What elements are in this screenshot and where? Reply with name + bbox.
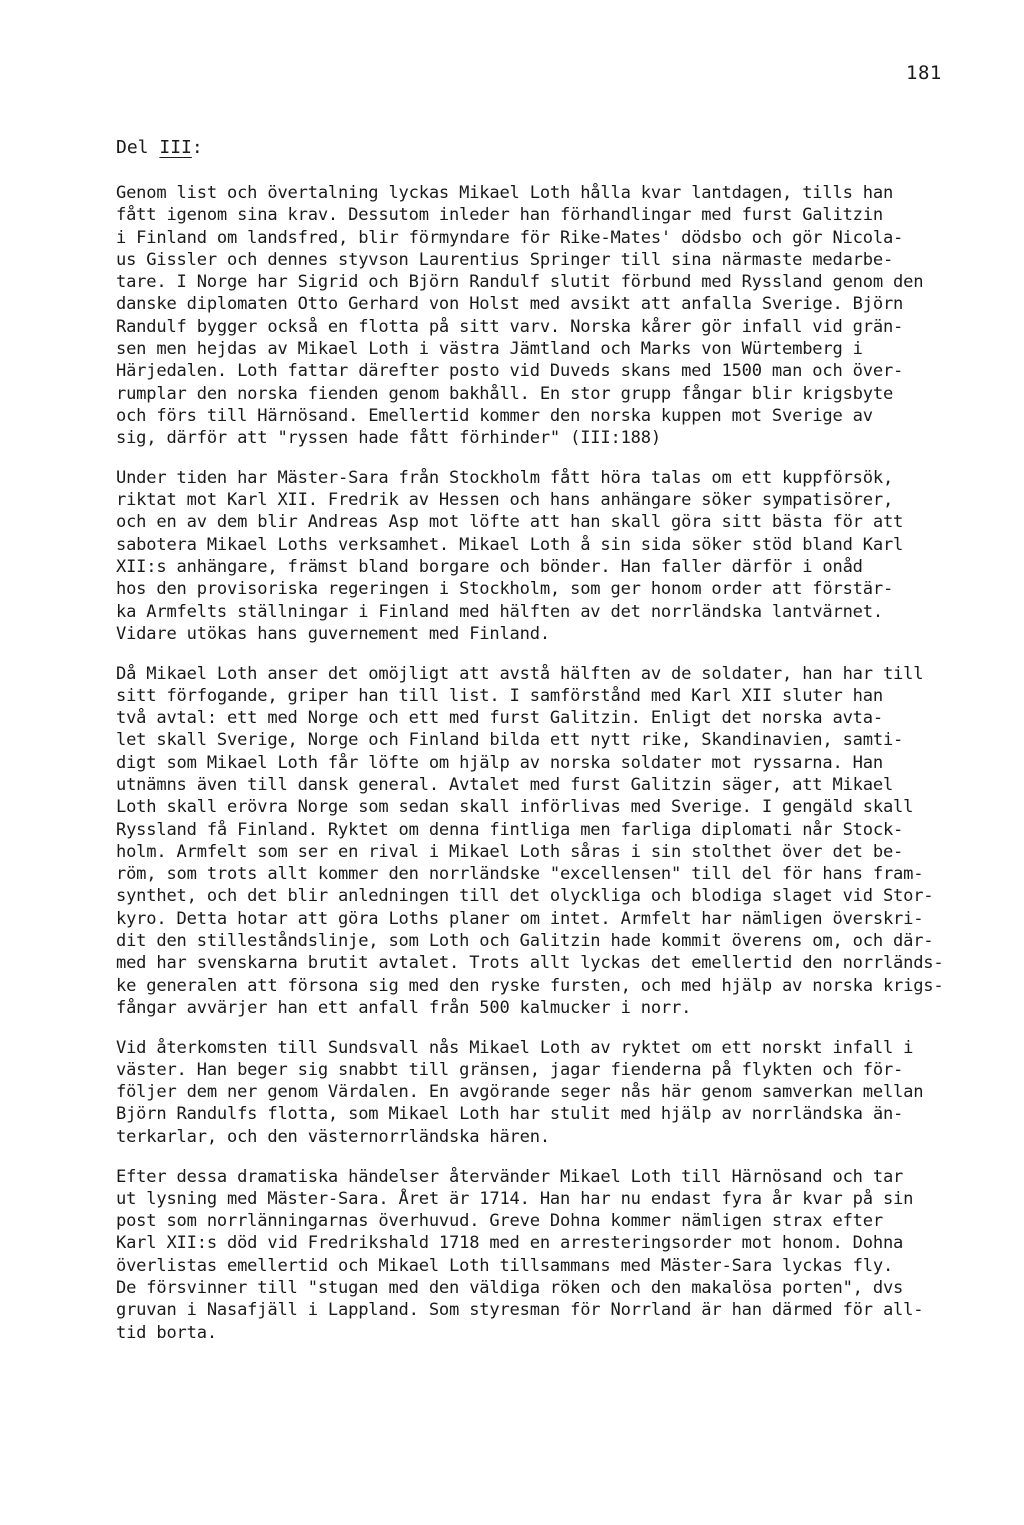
text-line: Björn Randulfs flotta, som Mikael Loth har stulit med hjälp av norrländska än- [116,1104,904,1125]
text-line: XII:s anhängare, främst bland borgare och bönder. Han faller därför i onåd [116,557,863,577]
text-line: fångar avvärjer han ett anfall från 500 kalmucker i norr. [116,997,692,1018]
text-line: ut lysning med Mäster-Sara. Året är 1714. Han har nu endast fyra år kvar på sin [116,1188,914,1209]
text-line: tid borta. [116,1322,217,1343]
body-text [116,182,1016,1361]
text-line: Karl XII:s död vid Fredrikshald 1718 med en arresteringsorder mot honom. Dohna [116,1233,904,1254]
text-line: Då Mikael Loth anser det omöjligt att avstå hälften av de soldater, han har till [116,663,924,684]
text-line: let skall Sverige, Norge och Finland bilda ett nytt rike, Skandinavien, samti- [116,730,904,751]
text-line: med har svenskarna brutit avtalet. Trots allt lyckas det emellertid den norrländs- [116,953,944,974]
text-line: följer dem ner genom Värdalen. En avgörande seger nås här genom samverkan mellan [116,1082,924,1103]
text-line: Loth skall erövra Norge som sedan skall införlivas med Sverige. I gengäld skall [116,797,914,818]
text-line: riktat mot Karl XII. Fredrik av Hessen och hans anhängare söker sympatisörer, [116,490,894,511]
text-line: Vid återkomsten till Sundsvall nås Mikael Loth av ryktet om ett norskt infall i [116,1037,914,1058]
section-heading-numeral: III [159,137,192,158]
text-line: sabotera Mikael Loths verksamhet. Mikael Loth å sin sida söker stöd bland Karl [116,534,904,555]
text-line: i Finland om landsfred, blir förmyndare för Rike-Mates' dödsbo och gör Nicola- [116,227,904,248]
paragraph [116,467,1016,645]
text-line: hos den provisoriska regeringen i Stockholm, som ger honom order att förstär- [116,579,894,600]
text-line: danske diplomaten Otto Gerhard von Holst med avsikt att anfalla Sverige. Björn [116,294,904,315]
text-line: digt som Mikael Loth får löfte om hjälp av norska soldater mot ryssarna. Han [116,752,883,773]
text-line: De försvinner till "stugan med den väldiga röken och den makalösa porten", dvs [116,1277,904,1298]
text-line: ka Armfelts ställningar i Finland med hälften av det norrländska lantvärnet. [116,601,883,622]
text-line: us Gissler och dennes styvson Laurentius Springer till sina närmaste medarbe- [116,249,894,270]
text-line: utnämns även till dansk general. Avtalet med furst Galitzin säger, att Mikael [116,775,894,796]
text-line: röm, som trots allt kommer den norrländske "excellensen" till del för hans fram- [116,864,924,885]
text-line: och en av dem blir Andreas Asp mot löfte att han skall göra sitt bästa för att [116,512,904,533]
text-line: överlistas emellertid och Mikael Loth tillsammans med Mäster-Sara lyckas fly. [116,1255,894,1276]
text-line: Härjedalen. Loth fattar därefter posto vid Duveds skans med 1500 man och över- [116,361,904,382]
text-line: kyro. Detta hotar att göra Loths planer om intet. Armfelt har nämligen överskri- [116,908,924,929]
text-line: dit den stilleståndslinje, som Loth och Galitzin hade kommit överens om, och där- [116,931,934,951]
page-number: 181 [906,62,942,84]
text-line: rumplar den norska fienden genom bakhåll. En stor grupp fångar blir krigsbyte [116,383,894,404]
text-line: gruvan i Nasafjäll i Lappland. Som styresman för Norrland är han därmed för all- [116,1300,924,1321]
text-line: Efter dessa dramatiska händelser återvänder Mikael Loth till Härnösand och tar [116,1166,904,1187]
text-line: Vidare utökas hans guvernement med Finland. [116,623,550,644]
text-line: post som norrlänningarnas överhuvud. Greve Dohna kommer nämligen strax efter [116,1211,883,1232]
text-line: väster. Han beger sig snabbt till gränsen, jagar fienderna på flykten och för- [116,1059,904,1080]
section-heading-suffix: : [191,137,203,158]
text-line: Under tiden har Mäster-Sara från Stockholm fått höra talas om ett kuppförsök, [116,467,894,488]
section-heading [116,137,203,158]
text-line: terkarlar, och den västernorrländska hären. [116,1126,550,1147]
paragraph [116,1037,1016,1148]
text-line: fått igenom sina krav. Dessutom inleder han förhandlingar med furst Galitzin [116,205,883,226]
text-line: Randulf bygger också en flotta på sitt varv. Norska kårer gör infall vid grän- [116,316,904,337]
section-heading-prefix: Del [116,137,160,158]
text-line: ke generalen att försona sig med den ryske fursten, och med hjälp av norska krigs- [116,975,944,996]
text-line: holm. Armfelt som ser en rival i Mikael Loth såras i sin stolthet över det be- [116,841,904,862]
paragraph [116,182,1016,449]
text-line: sitt förfogande, griper han till list. I samförstånd med Karl XII sluter han [116,685,883,706]
text-line: och förs till Härnösand. Emellertid kommer den norska kuppen mot Sverige av [116,405,873,426]
text-line: sig, därför att "ryssen hade fått förhinder" (III:188) [116,428,661,449]
text-line: Ryssland få Finland. Ryktet om denna fintliga men farliga diplomati når Stock- [116,819,904,840]
text-line: Genom list och övertalning lyckas Mikael Loth hålla kvar lantdagen, tills han [116,183,894,203]
text-line: tare. I Norge har Sigrid och Björn Randulf slutit förbund med Ryssland genom den [116,272,924,293]
paragraph [116,663,1016,1020]
text-line: synthet, och det blir anledningen till det olyckliga och blodiga slaget vid Stor- [116,886,934,907]
text-line: sen men hejdas av Mikael Loth i västra Jämtland och Marks von Würtemberg i [116,338,863,359]
paragraph [116,1166,1016,1344]
text-line: två avtal: ett med Norge och ett med furst Galitzin. Enligt det norska avta- [116,708,883,729]
